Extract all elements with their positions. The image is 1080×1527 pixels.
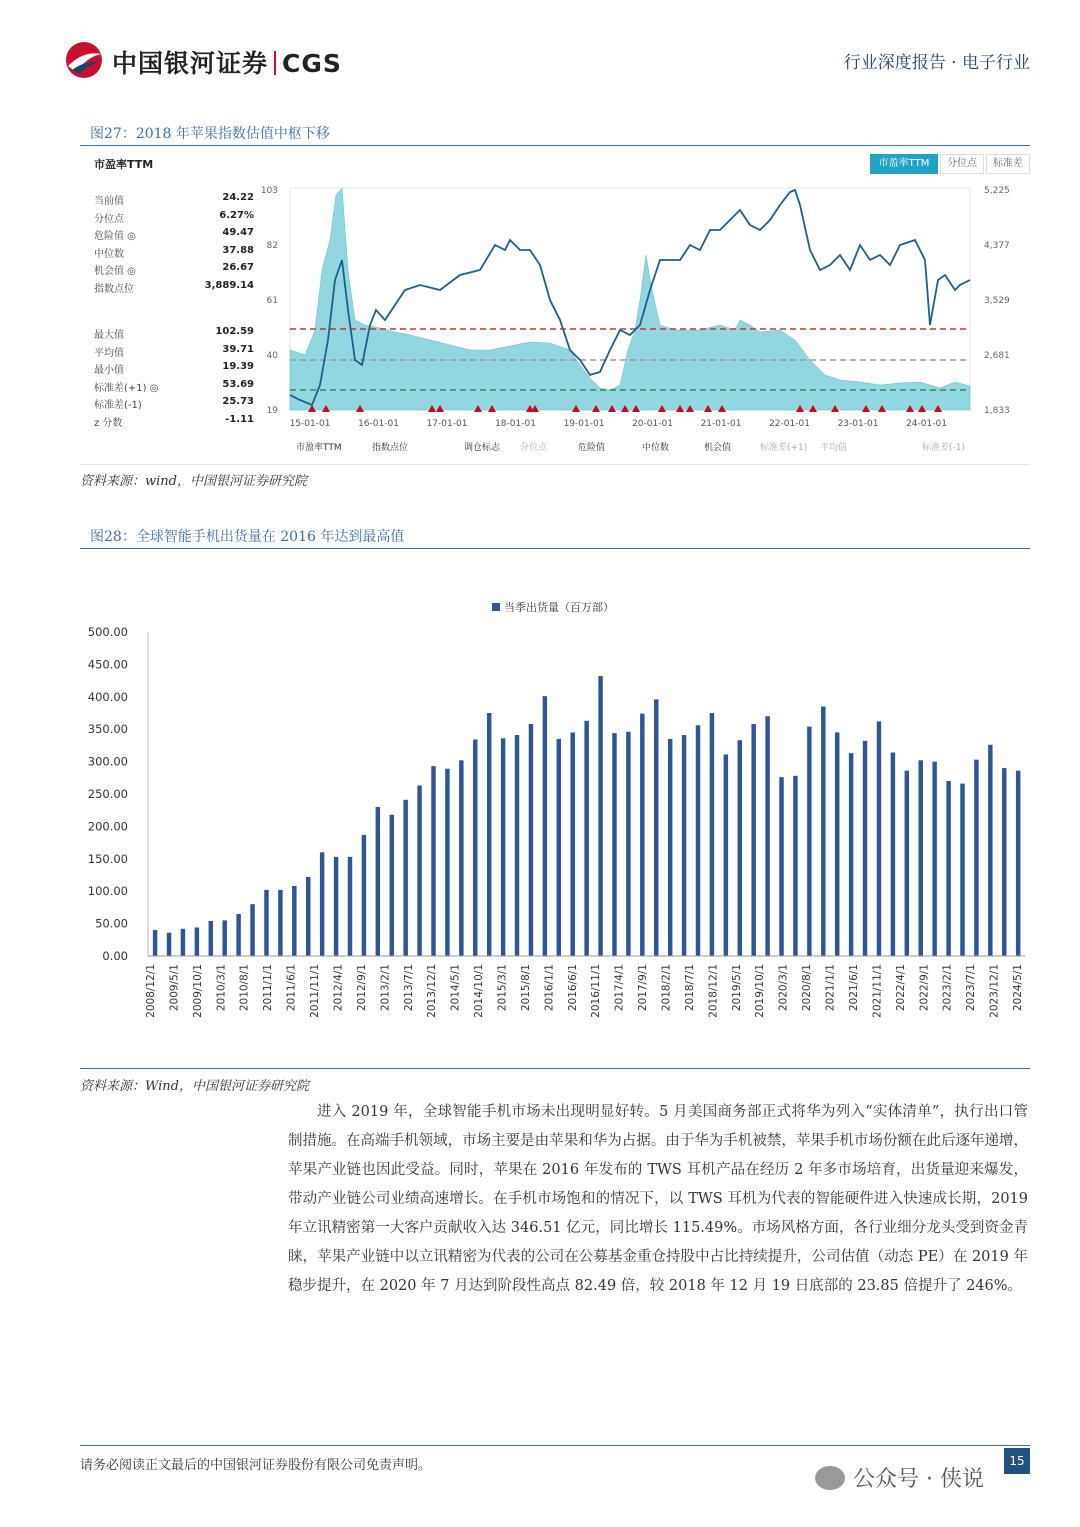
bar-x-tick: 2022/9/1 xyxy=(918,964,931,1012)
shipment-bar xyxy=(960,784,964,956)
stat-label: 危险值 ◎ xyxy=(94,231,136,243)
bar-y-tick: 400.00 xyxy=(87,689,128,704)
shipment-bar xyxy=(278,890,282,956)
bar-x-tick: 2020/8/1 xyxy=(801,964,814,1012)
bar-x-tick: 2024/5/1 xyxy=(1012,964,1024,1012)
bar-x-tick: 2010/8/1 xyxy=(238,964,251,1012)
bar-x-tick: 2012/9/1 xyxy=(355,964,368,1012)
bar-legend-swatch xyxy=(492,603,500,611)
pe-ttm-area xyxy=(290,188,970,410)
pe-right-tick: 1,833 xyxy=(984,406,1010,416)
shipment-bar xyxy=(835,732,839,956)
shipment-bar xyxy=(320,852,324,956)
bar-x-tick: 2023/12/1 xyxy=(988,964,1001,1018)
shipment-bar xyxy=(1016,771,1020,956)
shipment-bar xyxy=(529,724,533,956)
pe-legend-item[interactable]: 调仓标志 xyxy=(464,443,501,453)
cgs-logo-icon xyxy=(62,40,106,80)
footer-disclaimer: 请务必阅读正文最后的中国银河证券股份有限公司免责声明。 xyxy=(80,1458,432,1473)
shipment-bar xyxy=(362,835,366,956)
shipment-bar xyxy=(988,745,992,956)
shipment-bar xyxy=(334,857,338,956)
shipment-bar xyxy=(292,886,296,956)
shipment-bar xyxy=(793,776,797,956)
stat-label: 平均值 xyxy=(94,347,124,359)
pe-x-tick: 17-01-01 xyxy=(426,419,468,429)
bar-x-tick: 2013/2/1 xyxy=(379,964,392,1012)
tab-pe-ttm[interactable]: 市盈率TTM xyxy=(870,154,938,174)
bar-x-tick: 2018/12/1 xyxy=(707,964,720,1018)
shipment-bar xyxy=(779,777,783,956)
shipment-bar xyxy=(543,696,547,956)
stat-value: 6.27% xyxy=(219,209,254,221)
bar-x-tick: 2016/11/1 xyxy=(590,964,603,1018)
pe-legend-item[interactable]: 平均值 xyxy=(820,443,848,453)
pe-x-tick: 15-01-01 xyxy=(289,419,331,429)
bar-y-tick: 100.00 xyxy=(87,884,128,899)
bar-x-tick: 2011/1/1 xyxy=(262,964,275,1012)
bar-y-tick: 250.00 xyxy=(87,787,128,801)
stat-value: 49.47 xyxy=(222,227,254,239)
bar-x-tick: 2012/4/1 xyxy=(332,964,345,1012)
shipment-bar xyxy=(682,735,686,956)
shipment-bar xyxy=(153,930,157,956)
shipment-bar xyxy=(557,739,561,956)
pe-legend-item[interactable]: 指数点位 xyxy=(372,443,409,453)
bar-x-tick: 2016/1/1 xyxy=(543,964,556,1012)
shipment-bar xyxy=(376,807,380,956)
figure28-rule xyxy=(80,548,1030,549)
shipment-bar xyxy=(487,713,491,956)
bar-y-tick: 150.00 xyxy=(87,851,128,866)
shipment-bar xyxy=(306,877,310,956)
pe-left-tick: 82 xyxy=(266,241,278,251)
bar-x-tick: 2016/6/1 xyxy=(566,964,579,1012)
wechat-watermark: 公众号 · 侠说 xyxy=(815,1462,984,1493)
shipment-bar xyxy=(946,781,950,956)
shipment-bar xyxy=(250,904,254,956)
shipment-bar xyxy=(974,760,978,956)
pe-left-tick: 61 xyxy=(266,296,278,306)
bar-x-tick: 2017/9/1 xyxy=(637,964,650,1012)
pe-x-tick: 21-01-01 xyxy=(700,419,742,429)
pe-left-tick: 103 xyxy=(260,186,278,196)
bar-x-tick: 2022/4/1 xyxy=(894,964,907,1012)
shipment-bar xyxy=(584,721,588,956)
shipment-bar xyxy=(807,727,811,956)
shipment-bar xyxy=(209,921,213,956)
tab-percentile[interactable]: 分位点 xyxy=(940,154,984,174)
pe-legend-item[interactable]: 分位点 xyxy=(520,443,548,453)
pe-x-tick: 22-01-01 xyxy=(769,419,810,429)
shipment-bar xyxy=(598,676,602,956)
shipment-bar xyxy=(570,732,574,956)
bar-x-tick: 2008/12/1 xyxy=(145,964,157,1018)
pe-x-tick: 16-01-01 xyxy=(358,419,399,429)
shipment-bar xyxy=(459,760,463,956)
bar-x-tick: 2018/7/1 xyxy=(683,964,696,1012)
pe-right-tick: 5,225 xyxy=(984,186,1010,196)
page-number: 15 xyxy=(1004,1448,1030,1474)
bar-y-tick: 450.00 xyxy=(87,657,128,672)
figure27-source: 资料来源：wind，中国银河证券研究院 xyxy=(80,474,307,489)
bar-x-tick: 2009/10/1 xyxy=(191,964,204,1018)
shipment-bar xyxy=(668,739,672,956)
shipment-bar xyxy=(515,735,519,956)
pe-x-tick: 18-01-01 xyxy=(495,419,536,429)
figure28-rule-bottom xyxy=(80,1068,1030,1069)
pe-panel-title: 市盈率TTM xyxy=(94,158,154,171)
pe-valuation-panel xyxy=(80,150,1030,465)
shipment-bar xyxy=(932,762,936,956)
bar-x-tick: 2014/5/1 xyxy=(449,964,462,1012)
bar-y-tick: 500.00 xyxy=(87,625,128,639)
shipment-bar xyxy=(863,741,867,956)
shipment-bar xyxy=(696,725,700,956)
shipment-bar xyxy=(765,716,769,956)
stat-label: 分位点 xyxy=(94,213,124,225)
pe-left-tick: 19 xyxy=(266,406,278,416)
shipment-bar xyxy=(626,732,630,956)
stat-label: z 分数 xyxy=(94,418,123,429)
bar-y-tick: 200.00 xyxy=(87,819,128,834)
shipment-bar xyxy=(222,920,226,956)
bar-y-tick: 300.00 xyxy=(87,754,128,769)
pe-index-chart xyxy=(80,150,1030,440)
figure28-source: 资料来源：Wind，中国银河证券研究院 xyxy=(80,1079,309,1094)
shipment-bar xyxy=(195,927,199,956)
stat-value: 26.67 xyxy=(222,262,254,274)
shipment-bar xyxy=(348,857,352,956)
stat-label: 机会值 ◎ xyxy=(94,266,136,278)
shipment-bar xyxy=(403,800,407,956)
wechat-icon xyxy=(815,1466,845,1490)
figure27-caption: 图27：2018 年苹果指数估值中枢下移 xyxy=(90,126,330,142)
stat-label: 最大值 xyxy=(94,330,124,341)
stat-label: 标准差(+1) ◎ xyxy=(94,382,159,394)
bar-x-tick: 2014/10/1 xyxy=(473,964,486,1018)
shipment-bar xyxy=(710,713,714,956)
bar-x-tick: 2010/3/1 xyxy=(215,964,228,1012)
stat-label: 中位数 xyxy=(94,248,124,260)
shipment-bar xyxy=(612,733,616,956)
bar-x-tick: 2013/7/1 xyxy=(402,964,415,1012)
stat-value: 39.71 xyxy=(222,343,254,355)
shipment-bar xyxy=(821,707,825,956)
shipment-bar xyxy=(445,769,449,956)
body-paragraph: 进入 2019 年，全球智能手机市场未出现明显好转。5 月美国商务部正式将华为列入“实体清单”，执行出口管制措施。在高端手机领域，市场主要是由苹果和华为占据。由于华为手机被禁，苹果手机市场份额在此后逐年递增，苹果产业链也因此受益。同时，苹果在 2016 年发布的 TWS 耳机产品在经历 2 年多市场培育，出货量迎来爆发，带动产业链公司业绩高速增长。在手机市场饱和的情况下，以 TWS 耳机为代表的智能硬件进入快速成长期，2019 年立讯精密第一大客户贡献收入达 346.51 亿元，同比增长 115.49%。市场风格方面，各行业细分龙头受到资金青睐，苹果产业链中以立讯精密为代表的公司在公募基金重仓持股中占比持续提升，公司估值（动态 PE）在 2019 年稳步提升，在 2020 年 7 月达到阶段性高点 82.49 倍，较 2018 年 12 月 19 日底部的 23.85 倍提升了 246%。 xyxy=(288,1104,1028,1294)
shipment-bar xyxy=(654,699,658,956)
shipment-bar xyxy=(919,760,923,956)
shipment-bar xyxy=(738,740,742,956)
shipment-bar xyxy=(724,754,728,956)
bar-x-tick: 2023/7/1 xyxy=(965,964,978,1012)
stat-value: 37.88 xyxy=(222,244,254,256)
shipment-bar xyxy=(849,753,853,956)
shipment-bar xyxy=(390,815,394,956)
shipment-bar xyxy=(417,786,421,956)
shipment-bar xyxy=(264,890,268,956)
stat-label: 当前值 xyxy=(94,196,124,207)
shipment-bar xyxy=(905,771,909,956)
stat-value: 25.73 xyxy=(222,396,254,408)
pe-right-tick: 3,529 xyxy=(984,296,1010,306)
bar-y-tick: 0.00 xyxy=(102,949,128,963)
pe-legend-item[interactable]: 中位数 xyxy=(642,443,670,453)
stat-value: 24.22 xyxy=(222,192,254,203)
bar-x-tick: 2021/6/1 xyxy=(847,964,860,1012)
shipment-bar xyxy=(167,933,171,956)
pe-legend-item[interactable]: 危险值 xyxy=(578,443,606,453)
stat-value: 53.69 xyxy=(222,378,254,390)
pe-x-tick: 23-01-01 xyxy=(837,419,879,429)
shipment-bar-chart xyxy=(80,590,1030,1030)
footer-rule xyxy=(80,1445,1030,1446)
bar-x-tick: 2015/3/1 xyxy=(496,964,509,1012)
bar-x-tick: 2015/8/1 xyxy=(519,964,532,1012)
stat-label: 指数点位 xyxy=(94,284,134,295)
bar-y-tick: 350.00 xyxy=(87,722,128,737)
shipment-bar xyxy=(877,721,881,956)
bar-x-tick: 2018/2/1 xyxy=(660,964,673,1012)
report-type: 行业深度报告 · 电子行业 xyxy=(843,53,1030,73)
pe-x-tick: 19-01-01 xyxy=(563,419,605,429)
bar-x-tick: 2021/11/1 xyxy=(871,964,884,1018)
pe-right-tick: 2,681 xyxy=(984,351,1010,361)
stat-value: 3,889.14 xyxy=(204,280,254,291)
bar-x-tick: 2017/4/1 xyxy=(613,964,626,1012)
stat-label: 最小值 xyxy=(94,365,124,377)
figure28-caption: 图28：全球智能手机出货量在 2016 年达到最高值 xyxy=(90,529,405,545)
bar-x-tick: 2019/10/1 xyxy=(754,964,767,1018)
tab-std-dev[interactable]: 标准差 xyxy=(986,154,1030,174)
bar-y-tick: 50.00 xyxy=(95,916,128,931)
shipment-bar xyxy=(891,753,895,956)
shipment-bar xyxy=(640,714,644,956)
pe-legend-item[interactable]: 机会值 xyxy=(704,443,732,453)
shipment-bar xyxy=(1002,768,1006,956)
pe-legend-item[interactable]: 市盈率TTM xyxy=(296,443,342,453)
bar-x-tick: 2023/2/1 xyxy=(941,964,954,1012)
pe-legend-item[interactable]: 标准差(+1) xyxy=(760,443,808,453)
shipment-bar xyxy=(751,724,755,956)
bar-x-tick: 2019/5/1 xyxy=(730,964,743,1012)
pe-left-tick: 40 xyxy=(266,351,278,361)
pe-right-tick: 4,377 xyxy=(984,241,1010,251)
bar-x-tick: 2020/3/1 xyxy=(777,964,790,1012)
bar-legend-label: 当季出货量（百万部） xyxy=(504,601,614,614)
bar-x-tick: 2011/6/1 xyxy=(285,964,298,1012)
bar-x-tick: 2021/1/1 xyxy=(824,964,837,1012)
figure27-rule xyxy=(80,145,1030,146)
company-logo-text: 中国银河证券 CGS xyxy=(112,49,342,78)
bar-x-tick: 2009/5/1 xyxy=(168,964,181,1012)
stat-value: 19.39 xyxy=(222,361,254,373)
bar-x-tick: 2013/12/1 xyxy=(426,964,439,1018)
pe-legend-item[interactable]: 标准差(-1) xyxy=(922,443,965,453)
stat-label: 标准差(-1) xyxy=(94,400,142,412)
stat-value: 102.59 xyxy=(215,326,254,337)
stat-value: -1.11 xyxy=(225,414,254,425)
pe-x-tick: 24-01-01 xyxy=(906,419,947,429)
shipment-bar xyxy=(501,738,505,956)
shipment-bar xyxy=(473,740,477,956)
shipment-bar xyxy=(181,929,185,956)
bar-x-tick: 2011/11/1 xyxy=(309,964,322,1018)
shipment-bar xyxy=(431,766,435,956)
pe-x-tick: 20-01-01 xyxy=(632,419,673,429)
shipment-bar xyxy=(236,914,240,956)
